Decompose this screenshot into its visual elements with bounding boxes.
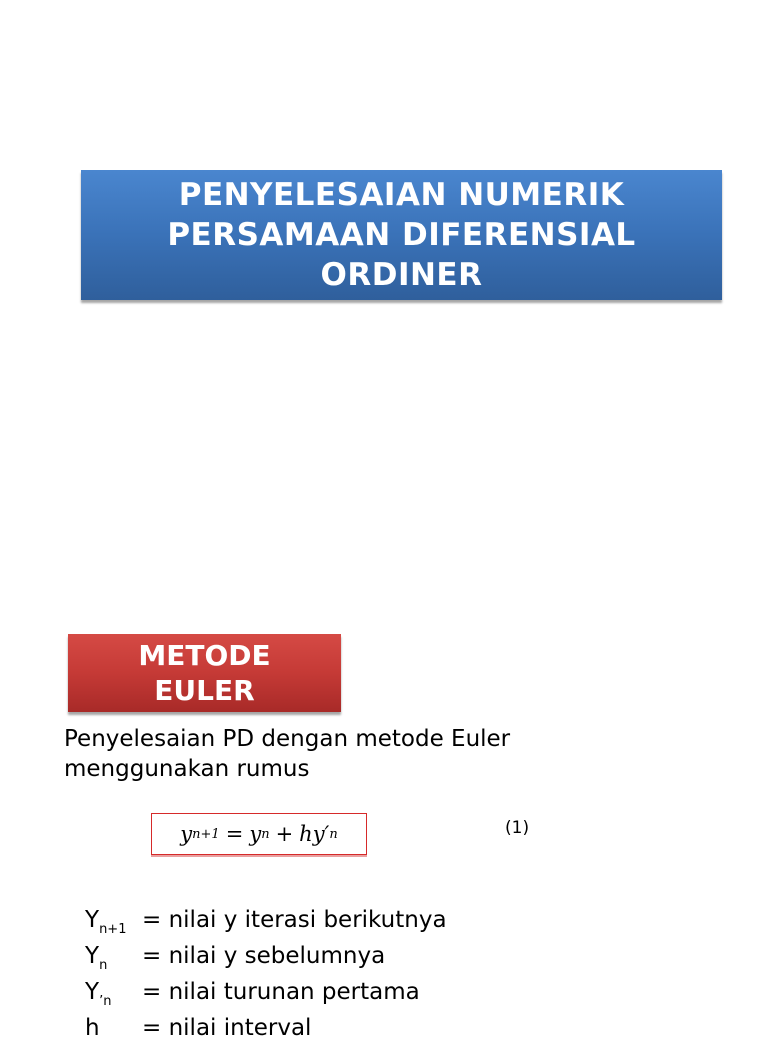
equation-number: (1) bbox=[505, 818, 530, 838]
title-banner bbox=[81, 170, 722, 300]
formula-term2-sub: n bbox=[329, 826, 338, 842]
definition-text: = nilai interval bbox=[142, 1015, 312, 1041]
definition-text: = nilai y iterasi berikutnya bbox=[142, 907, 447, 933]
formula-term1-sub: n bbox=[261, 826, 270, 842]
formula-lhs: y bbox=[180, 822, 193, 846]
definition-item bbox=[85, 902, 685, 938]
definition-symbol: $Y_{n+1}$ bbox=[85, 907, 127, 937]
definition-symbol: $Y_{’n}$ bbox=[85, 979, 112, 1009]
definition-item bbox=[85, 974, 685, 1010]
section-banner bbox=[68, 634, 341, 712]
definition-item bbox=[85, 1010, 685, 1046]
page-title: PENYELESAIAN NUMERIK PERSAMAAN DIFERENSIAL ORDINER bbox=[167, 177, 636, 293]
definition-symbol: h bbox=[85, 1015, 100, 1041]
definition-text: = nilai y sebelumnya bbox=[142, 943, 386, 969]
formula-lhs-sub: n+1 bbox=[192, 826, 220, 842]
intro-text: Penyelesaian PD dengan metode Euler menggunakan rumus bbox=[64, 726, 511, 782]
formula-term2: hy′ bbox=[299, 822, 330, 846]
definition-text: = nilai turunan pertama bbox=[142, 979, 420, 1005]
formula-term1: y bbox=[249, 822, 262, 846]
formula-plus: + bbox=[275, 822, 294, 846]
formula-equals: = bbox=[225, 822, 244, 846]
definitions-list bbox=[85, 902, 685, 1046]
definition-symbol: $Y_n$ bbox=[85, 943, 108, 973]
section-heading: METODE EULER bbox=[138, 639, 271, 707]
euler-formula bbox=[151, 813, 367, 855]
definition-item bbox=[85, 938, 685, 974]
